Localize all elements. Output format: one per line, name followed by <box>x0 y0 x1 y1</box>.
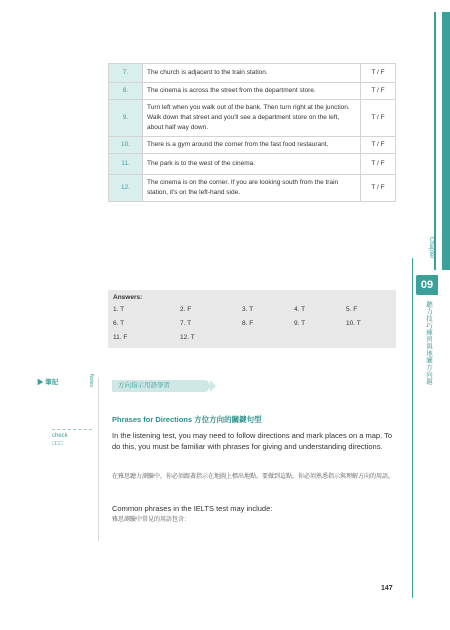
row-statement: The church is adjacent to the train station. <box>143 64 361 83</box>
row-true-false: T / F <box>361 64 396 83</box>
row-true-false: T / F <box>361 154 396 175</box>
row-number: 9. <box>109 100 143 137</box>
paragraph-2: Common phrases in the IELTS test may include: <box>112 504 273 513</box>
chapter-tab-strip <box>434 12 450 270</box>
notes-vertical-label: Notes <box>88 374 94 388</box>
row-true-false: T / F <box>361 175 396 202</box>
answers-title: Answers: <box>113 294 143 301</box>
answer-item: 10. T <box>346 320 361 327</box>
margin-rule <box>98 378 99 541</box>
row-number: 12. <box>109 175 143 202</box>
check-block <box>52 433 68 449</box>
table-row <box>109 154 396 175</box>
table-row <box>109 83 396 100</box>
notes-label: ▶ 筆記 <box>37 379 59 386</box>
row-true-false: T / F <box>361 83 396 100</box>
row-true-false: T / F <box>361 100 396 137</box>
chapter-number: 09 <box>416 275 438 295</box>
notes-divider <box>52 429 92 430</box>
answer-item: 1. T <box>113 306 125 313</box>
side-divider <box>412 258 413 598</box>
answer-item: 6. T <box>113 320 125 327</box>
row-number: 11. <box>109 154 143 175</box>
answer-item: 4. T <box>294 306 306 313</box>
statements-table <box>108 63 396 202</box>
row-number: 10. <box>109 137 143 154</box>
chapter-label: Chapter <box>428 237 434 259</box>
row-statement: The park is to the west of the cinema. <box>143 154 361 175</box>
check-boxes: □□□ <box>52 440 63 447</box>
answer-item: 8. F <box>242 320 254 327</box>
answer-item: 5. F <box>346 306 358 313</box>
row-statement: The cinema is across the street from the department store. <box>143 83 361 100</box>
answers-box <box>108 290 396 348</box>
chapter-title: 聽力技巧練習與地圖方向題 <box>425 301 432 385</box>
answer-item: 3. T <box>242 306 254 313</box>
row-number: 7. <box>109 64 143 83</box>
paragraph-1: In the listening test, you may need to follow directions and mark places on a map. To do this, you must be familiar with phrases for giving and understanding directions. <box>112 431 393 451</box>
table-row <box>109 64 396 83</box>
answer-item: 7. T <box>180 320 192 327</box>
paragraph-2-translation: 雅思測驗中常見的用語包含： <box>112 517 191 523</box>
answer-item: 12. T <box>180 334 195 341</box>
row-statement: There is a gym around the corner from the fast food restaurant. <box>143 137 361 154</box>
section-heading: Phrases for Directions 方位方向的關鍵句型 <box>112 415 262 424</box>
answer-item: 11. F <box>113 334 128 341</box>
page-number: 147 <box>381 585 393 592</box>
answer-item: 2. F <box>180 306 192 313</box>
section-pill-arrow <box>210 380 216 392</box>
check-label: check <box>52 433 68 439</box>
row-statement: The cinema is on the corner. If you are looking south from the train station, it's on the left-hand side. <box>143 175 361 202</box>
table-row <box>109 100 396 137</box>
row-number: 8. <box>109 83 143 100</box>
table-row <box>109 137 396 154</box>
answer-item: 9. T <box>294 320 306 327</box>
row-true-false: T / F <box>361 137 396 154</box>
table-row <box>109 175 396 202</box>
section-pill: 方向指示用語學習 <box>112 380 210 392</box>
paragraph-1-translation: 在雅思聽力測驗中，你必須跟著指示在地圖上標出地點。要做到這點，你必須熟悉指示與理解方向的用語。 <box>112 474 395 480</box>
row-statement: Turn left when you walk out of the bank. Then turn right at the junction. Walk down that street and you'll see a department store on the left, about half way down. <box>143 100 361 137</box>
